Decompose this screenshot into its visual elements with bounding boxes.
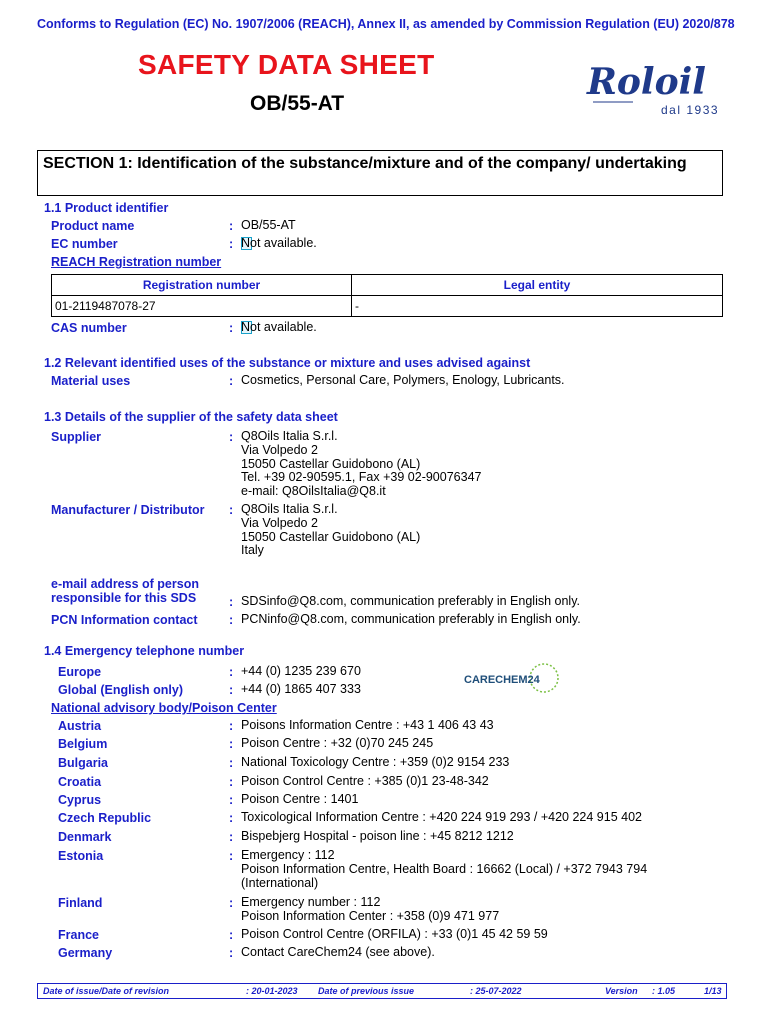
registration-number-cell: 01-2119487078-27 <box>52 296 352 317</box>
colon: : <box>229 830 234 844</box>
national-advisory-label: National advisory body/Poison Center <box>51 701 277 715</box>
country-label: Cyprus <box>58 793 102 807</box>
table-header: Registration number <box>52 275 352 296</box>
country-value: Poison Centre : +32 (0)70 245 245 <box>241 736 434 750</box>
page-footer <box>37 983 727 999</box>
colon: : <box>229 595 234 609</box>
previous-issue-label: Date of previous issue <box>318 986 415 996</box>
country-value: Toxicological Information Centre : +420 224 919 293 / +420 224 915 402 <box>241 810 642 824</box>
country-value: National Toxicology Centre : +359 (0)2 9154 233 <box>241 755 510 769</box>
country-label: Denmark <box>58 830 112 844</box>
product-name-value: OB/55-AT <box>241 218 296 232</box>
issue-date-label: Date of issue/Date of revision <box>43 986 170 996</box>
product-name-label: Product name <box>51 219 135 233</box>
material-uses-value: Cosmetics, Personal Care, Polymers, Enology, Lubricants. <box>241 373 565 387</box>
colon: : <box>229 683 234 697</box>
country-value: Poison Control Centre (ORFILA) : +33 (0)1 45 42 59 59 <box>241 927 548 941</box>
page-number: 1/13 <box>704 986 722 996</box>
ec-number-value: Not available. <box>241 236 317 250</box>
country-value: Emergency number : 112 Poison Information Center : +358 (0)9 471 977 <box>241 895 500 923</box>
country-value: Poison Centre : 1401 <box>241 792 359 806</box>
colon: : <box>229 928 234 942</box>
roloil-logo <box>583 50 723 122</box>
issue-date-value: : 20-01-2023 <box>246 986 298 996</box>
version-value: : 1.05 <box>652 986 676 996</box>
country-label: Bulgaria <box>58 756 109 770</box>
regulation-note: Conforms to Regulation (EC) No. 1907/2006 (REACH), Annex II, as amended by Commission Regulation (EU) 2020/878 <box>37 17 735 31</box>
supplier-value: Q8Oils Italia S.r.l. Via Volpedo 2 15050 Castellar Guidobono (AL) Tel. +39 02-90595.1, Fax +39 02-90076347 e-mail: Q8OilsItalia@Q8.it <box>241 429 482 499</box>
sds-email-value: SDSinfo@Q8.com, communication preferably in English only. <box>241 594 580 608</box>
supplier-label: Supplier <box>51 430 102 444</box>
colon: : <box>229 946 234 960</box>
cas-number-label: CAS number <box>51 321 127 335</box>
subsection-1-4-title: 1.4 Emergency telephone number <box>44 644 245 658</box>
country-value: Emergency : 112 Poison Information Centre, Health Board : 16662 (Local) / +372 7943 794 (International) <box>241 848 648 890</box>
logo-sub: dal 1933 <box>661 103 720 117</box>
logo-text: Roloil <box>587 61 706 103</box>
europe-label: Europe <box>58 665 102 679</box>
colon: : <box>229 321 234 335</box>
country-label: Croatia <box>58 775 102 789</box>
country-label: France <box>58 928 99 942</box>
colon: : <box>229 503 234 517</box>
material-uses-label: Material uses <box>51 374 131 388</box>
country-label: Germany <box>58 946 113 960</box>
global-label: Global (English only) <box>58 683 183 697</box>
colon: : <box>229 811 234 825</box>
manufacturer-value: Q8Oils Italia S.r.l. Via Volpedo 2 15050 Castellar Guidobono (AL) Italy <box>241 502 421 558</box>
country-label: Belgium <box>58 737 108 751</box>
colon: : <box>229 737 234 751</box>
country-label: Czech Republic <box>58 811 152 825</box>
country-label: Finland <box>58 896 103 910</box>
sds-email-label: e-mail address of person responsible for this SDS <box>51 577 199 605</box>
pcn-contact-value: PCNinfo@Q8.com, communication preferably in English only. <box>241 612 581 626</box>
colon: : <box>229 849 234 863</box>
colon: : <box>229 430 234 444</box>
table-header: Legal entity <box>352 275 723 296</box>
country-value: Contact CareChem24 (see above). <box>241 945 435 959</box>
version-label: Version <box>605 986 638 996</box>
legal-entity-cell: - <box>352 296 723 317</box>
cas-number-value: Not available. <box>241 320 317 334</box>
colon: : <box>229 756 234 770</box>
colon: : <box>229 896 234 910</box>
previous-issue-value: : 25-07-2022 <box>470 986 522 996</box>
ec-number-label: EC number <box>51 237 118 251</box>
colon: : <box>229 775 234 789</box>
colon: : <box>229 237 234 251</box>
country-value: Bispebjerg Hospital - poison line : +45 8212 1212 <box>241 829 514 843</box>
subsection-1-3-title: 1.3 Details of the supplier of the safety data sheet <box>44 410 338 424</box>
subsection-1-2-title: 1.2 Relevant identified uses of the substance or mixture and uses advised against <box>44 356 531 370</box>
country-label: Estonia <box>58 849 104 863</box>
table-row <box>52 296 723 317</box>
europe-phone: +44 (0) 1235 239 670 <box>241 664 361 678</box>
subsection-1-1-title: 1.1 Product identifier <box>44 201 169 215</box>
colon: : <box>229 665 234 679</box>
colon: : <box>229 793 234 807</box>
country-value: Poisons Information Centre : +43 1 406 43 43 <box>241 718 494 732</box>
colon: : <box>229 719 234 733</box>
reach-registration-table <box>51 274 723 317</box>
manufacturer-label: Manufacturer / Distributor <box>51 503 205 517</box>
document-title: SAFETY DATA SHEET <box>138 49 435 80</box>
carechem24-logo <box>462 662 562 694</box>
colon: : <box>229 374 234 388</box>
section-1-heading: SECTION 1: Identification of the substance/mixture and of the company/ undertaking <box>37 150 723 196</box>
country-value: Poison Control Centre : +385 (0)1 23-48-342 <box>241 774 489 788</box>
colon: : <box>229 219 234 233</box>
reach-registration-label: REACH Registration number <box>51 255 222 269</box>
global-phone: +44 (0) 1865 407 333 <box>241 682 361 696</box>
colon: : <box>229 613 234 627</box>
pcn-contact-label: PCN Information contact <box>51 613 198 627</box>
country-label: Austria <box>58 719 102 733</box>
carechem-text: CARECHEM24 <box>464 674 540 686</box>
product-code: OB/55-AT <box>250 92 345 115</box>
